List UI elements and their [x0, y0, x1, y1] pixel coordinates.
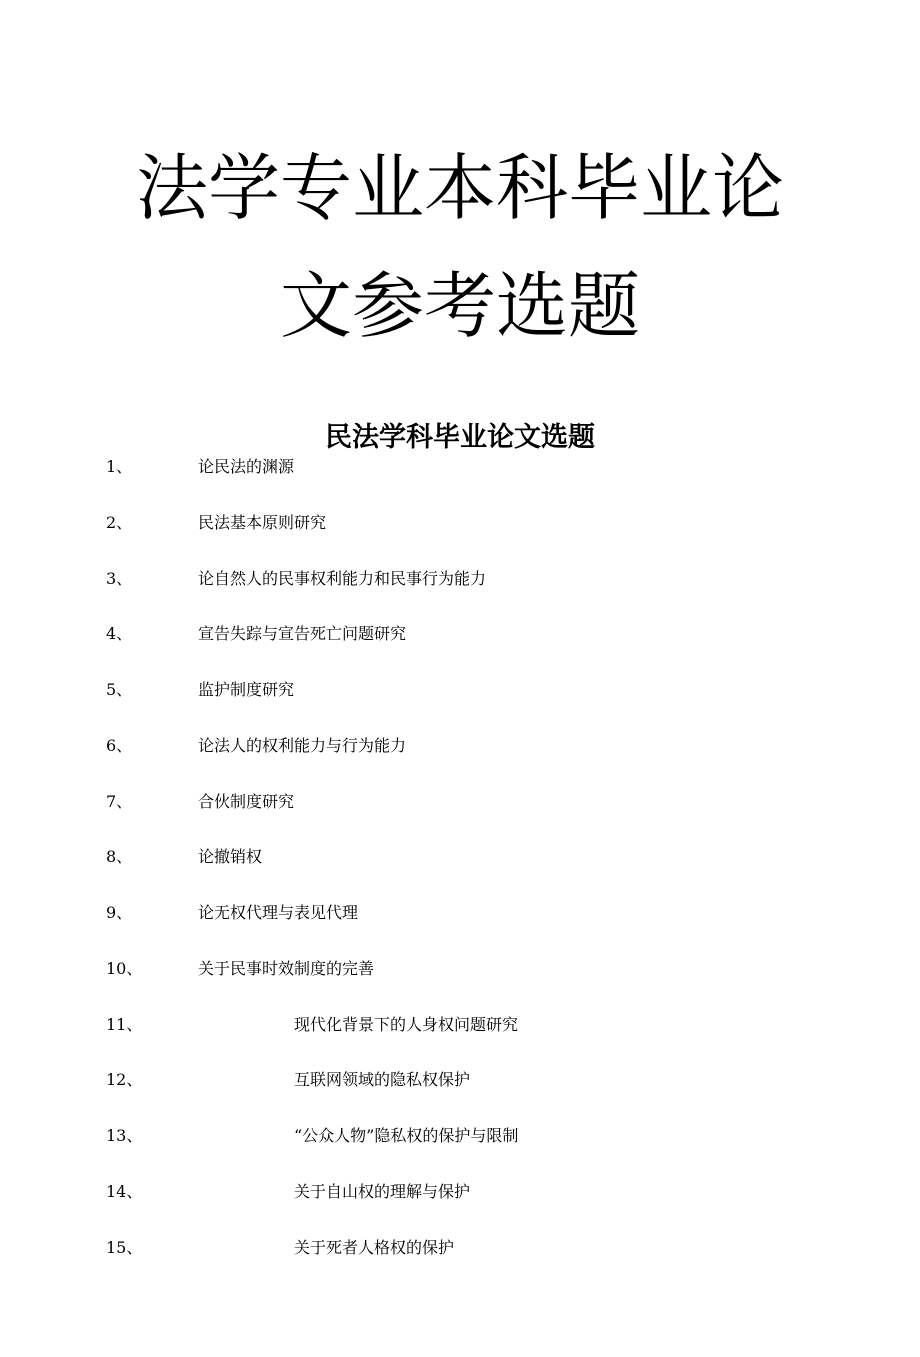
topic-number: 14、: [106, 1181, 143, 1201]
topic-text: 论民法的渊源: [198, 457, 295, 476]
topic-text: 关于自山权的理解与保护: [294, 1181, 471, 1201]
topic-item: [0, 1125, 920, 1147]
topic-item: [0, 902, 920, 924]
document-title-line-2: 文参考选题: [279, 264, 640, 349]
topic-number: 11、: [106, 1014, 143, 1034]
topic-item: [0, 456, 920, 478]
topic-number: 6、: [106, 735, 133, 755]
topic-text: 关于民事时效制度的完善: [198, 958, 375, 978]
topic-text: 关于死者人格权的保护: [294, 1237, 455, 1257]
topic-item: [0, 623, 920, 645]
topic-item: [0, 568, 920, 590]
topic-text: 论撤销权: [198, 847, 263, 867]
topic-text: 现代化背景下的人身权问题研究: [294, 1014, 519, 1034]
topic-number: 12、: [106, 1070, 143, 1090]
topic-text: 论法人的权利能力与行为能力: [198, 735, 407, 755]
topic-number: 8、: [106, 847, 133, 867]
topic-number: 2、: [106, 512, 133, 532]
topic-number: 4、: [106, 624, 133, 644]
topic-number: 1、: [106, 457, 133, 476]
section-title: 民法学科毕业论文选题: [325, 422, 595, 454]
topic-text: 合伙制度研究: [198, 791, 295, 811]
topic-text: 论自然人的民事权利能力和民事行为能力: [198, 568, 487, 588]
topic-number: 15、: [106, 1237, 143, 1257]
topic-item: [0, 791, 920, 813]
topic-text: 互联网领域的隐私权保护: [294, 1070, 471, 1090]
topic-item: [0, 1069, 920, 1091]
topic-text: 宣告失踪与宣告死亡问题研究: [198, 624, 407, 644]
topic-text: “公众人物”隐私权的保护与限制: [294, 1126, 519, 1145]
topic-text: 民法基本原则研究: [198, 512, 327, 532]
topic-item: [0, 846, 920, 868]
topic-item: [0, 1237, 920, 1259]
topic-number: 5、: [106, 680, 133, 699]
topic-number: 3、: [106, 568, 133, 588]
topic-number: 10、: [106, 958, 143, 978]
topic-text: 论无权代理与表见代理: [198, 903, 359, 922]
topic-item: [0, 679, 920, 701]
topic-text: 监护制度研究: [198, 680, 295, 699]
topic-number: 13、: [106, 1126, 143, 1145]
topic-item: [0, 512, 920, 534]
topic-item: [0, 1014, 920, 1036]
topic-item: [0, 735, 920, 757]
topic-number: 9、: [106, 903, 133, 922]
topic-item: [0, 958, 920, 980]
document-title-line-1: 法学专业本科毕业论: [135, 146, 784, 231]
topic-item: [0, 1181, 920, 1203]
topic-number: 7、: [106, 791, 133, 811]
